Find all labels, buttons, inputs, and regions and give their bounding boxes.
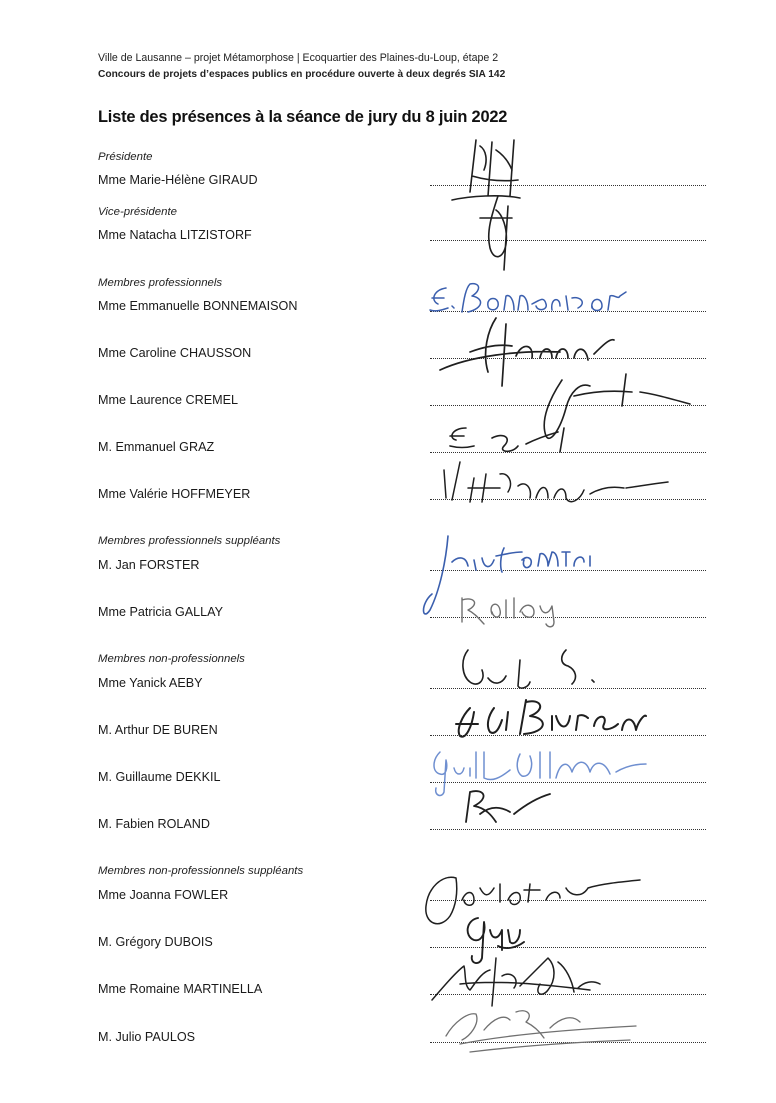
member-name: M. Fabien ROLAND bbox=[98, 817, 210, 831]
member-name: Mme Laurence CREMEL bbox=[98, 393, 238, 407]
category-professionnels: Membres professionnels bbox=[98, 277, 223, 289]
member-name: Mme Romaine MARTINELLA bbox=[98, 982, 263, 996]
signature-roland bbox=[466, 791, 550, 822]
signature-line bbox=[430, 499, 706, 500]
page-title: Liste des présences à la séance de jury du 8 juin 2022 bbox=[98, 108, 508, 126]
signature-line bbox=[430, 900, 706, 901]
header-project-line: Ville de Lausanne – projet Métamorphose | Ecoquartier des Plaines-du-Loup, étape 2 bbox=[98, 52, 499, 64]
category-professionnels-suppleants: Membres professionnels suppléants bbox=[98, 535, 281, 547]
signature-martinella bbox=[432, 958, 600, 1006]
member-name: Mme Yanick AEBY bbox=[98, 676, 203, 690]
member-name: M. Jan FORSTER bbox=[98, 558, 200, 572]
member-name: Mme Natacha LITZISTORF bbox=[98, 228, 252, 242]
signature-line bbox=[430, 240, 706, 241]
signature-line bbox=[430, 358, 706, 359]
signature-line bbox=[430, 1042, 706, 1043]
category-non-professionnels-suppleants: Membres non-professionnels suppléants bbox=[98, 865, 304, 877]
member-name: M. Guillaume DEKKIL bbox=[98, 770, 221, 784]
signature-line bbox=[430, 570, 706, 571]
signature-line bbox=[430, 782, 706, 783]
signature-line bbox=[430, 617, 706, 618]
signature-line bbox=[430, 994, 706, 995]
signature-line bbox=[430, 947, 706, 948]
signature-line bbox=[430, 735, 706, 736]
category-vice-presidente: Vice-présidente bbox=[98, 206, 177, 218]
member-name: M. Julio PAULOS bbox=[98, 1030, 196, 1044]
signature-line bbox=[430, 452, 706, 453]
signature-line bbox=[430, 185, 706, 186]
signature-forster bbox=[424, 536, 591, 614]
member-name: M. Arthur DE BUREN bbox=[98, 723, 218, 737]
signature-graz bbox=[450, 428, 564, 452]
signature-de-buren bbox=[456, 700, 646, 737]
signature-paulos bbox=[446, 1011, 636, 1052]
category-presidente: Présidente bbox=[98, 151, 153, 163]
member-name: Mme Marie-Hélène GIRAUD bbox=[98, 173, 258, 187]
category-non-professionnels: Membres non-professionnels bbox=[98, 653, 245, 665]
member-name: Mme Emmanuelle BONNEMAISON bbox=[98, 299, 298, 313]
signature-litzistorf bbox=[480, 196, 512, 270]
member-name: Mme Patricia GALLAY bbox=[98, 605, 224, 619]
member-name: Mme Valérie HOFFMEYER bbox=[98, 487, 251, 501]
header-competition-line: Concours de projets d’espaces publics en procédure ouverte à deux degrés SIA 142 bbox=[98, 69, 506, 80]
signature-chausson bbox=[440, 318, 614, 386]
signature-line bbox=[430, 311, 706, 312]
signature-giraud bbox=[452, 140, 520, 200]
signature-line bbox=[430, 829, 706, 830]
signature-line bbox=[430, 688, 706, 689]
signature-gallay bbox=[462, 598, 554, 627]
member-name: M. Emmanuel GRAZ bbox=[98, 440, 215, 454]
signature-bonnemaison bbox=[430, 284, 626, 312]
signature-line bbox=[430, 405, 706, 406]
signature-dubois bbox=[468, 918, 524, 963]
signature-cremel bbox=[544, 374, 690, 438]
signature-dekkil bbox=[434, 752, 646, 795]
member-name: Mme Caroline CHAUSSON bbox=[98, 346, 252, 360]
member-name: Mme Joanna FOWLER bbox=[98, 888, 229, 902]
member-name: M. Grégory DUBOIS bbox=[98, 935, 213, 949]
signature-hoffmeyer bbox=[444, 462, 668, 502]
signature-aeby bbox=[463, 650, 594, 688]
